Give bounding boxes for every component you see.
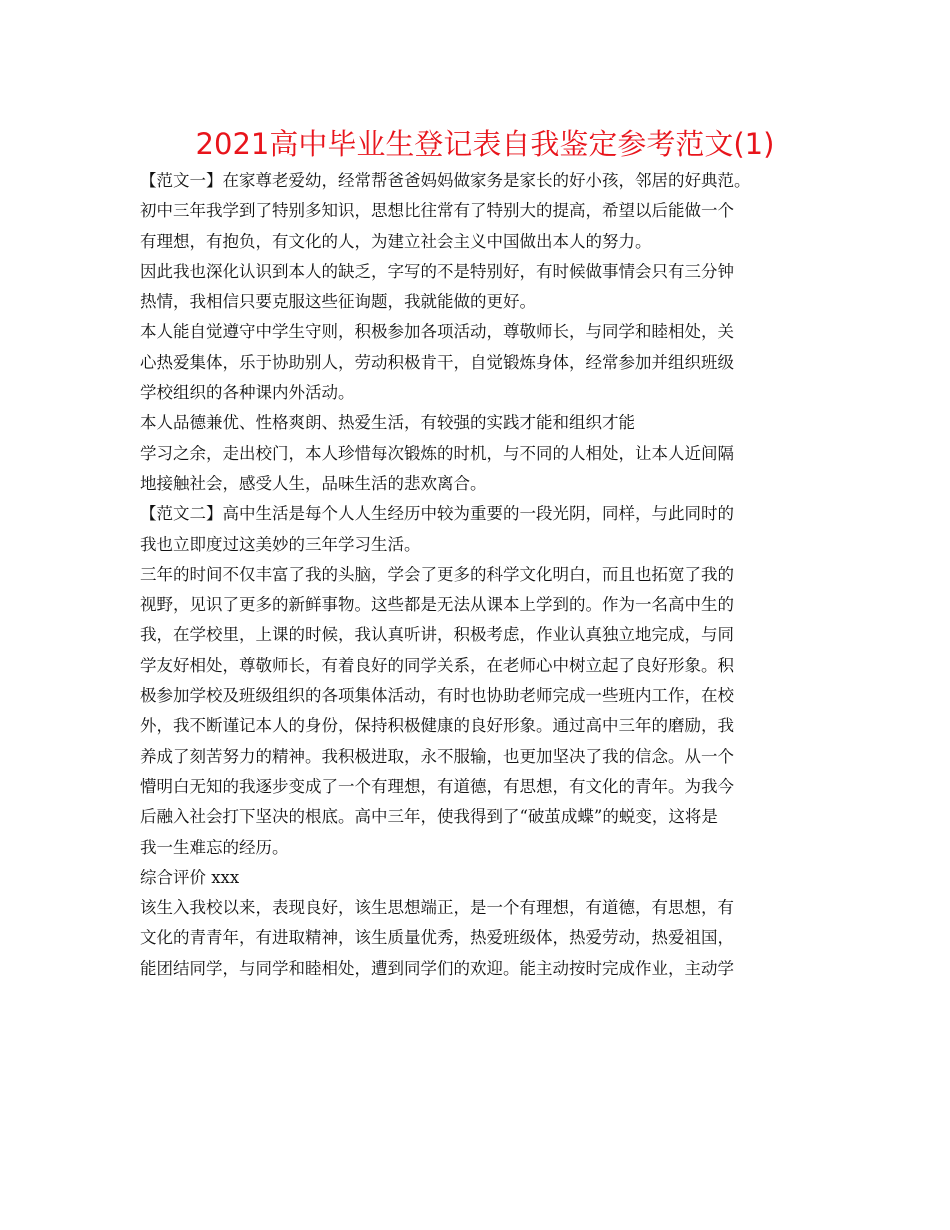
text-line: 三年的时间不仅丰富了我的头脑，学会了更多的科学文化明白，而且也拓宽了我的 bbox=[140, 564, 734, 584]
text-line: 我，在学校里，上课的时候，我认真听讲，积极考虑，作业认真独立地完成，与同 bbox=[140, 625, 734, 645]
text-line: 【范文二】高中生活是每个人人生经历中较为重要的一段光阴，同样，与此同时的 bbox=[140, 504, 734, 524]
text-line: 后融入社会打下坚决的根底。高中三年，使我得到了“破茧成蝶”的蜕变，这将是 bbox=[140, 807, 718, 827]
document-body bbox=[140, 166, 830, 984]
text-line: 本人能自觉遵守中学生守则，积极参加各项活动，尊敬师长，与同学和睦相处，关 bbox=[140, 322, 734, 342]
text-line: 能团结同学，与同学和睦相处，遭到同学们的欢迎。能主动按时完成作业，主动学 bbox=[140, 958, 734, 978]
text-line: 该生入我校以来，表现良好，该生思想端正，是一个有理想，有道德，有思想，有 bbox=[140, 898, 734, 918]
section-heading: 综合评价 xxx bbox=[140, 867, 240, 887]
text-line: 学校组织的各种课内外活动。 bbox=[140, 383, 355, 403]
text-line: 【范文一】在家尊老爱幼，经常帮爸爸妈妈做家务是家长的好小孩，邻居的好典范。 bbox=[140, 171, 751, 190]
text-line: 本人品德兼优、性格爽朗、热爱生活，有较强的实践才能和组织才能 bbox=[140, 413, 635, 433]
text-line: 地接触社会，感受人生，品味生活的悲欢离合。 bbox=[140, 473, 487, 493]
text-line: 有理想，有抱负，有文化的人，为建立社会主义中国做出本人的努力。 bbox=[140, 231, 652, 251]
document-title: 2021高中毕业生登记表自我鉴定参考范文(1) bbox=[195, 127, 775, 161]
text-line: 心热爱集体，乐于协助别人，劳动积极肯干，自觉锻炼身体，经常参加并组织班级 bbox=[140, 352, 734, 372]
text-line: 我也立即度过这美妙的三年学习生活。 bbox=[140, 534, 421, 554]
text-line: 我一生难忘的经历。 bbox=[140, 837, 289, 857]
text-line: 热情，我相信只要克服这些征询题，我就能做的更好。 bbox=[140, 292, 536, 312]
text-line: 懵明白无知的我逐步变成了一个有理想，有道德，有思想，有文化的青年。为我今 bbox=[140, 776, 734, 796]
text-line: 极参加学校及班级组织的各项集体活动，有时也协助老师完成一些班内工作，在校 bbox=[140, 686, 734, 706]
text-line: 初中三年我学到了特别多知识，思想比往常有了特别大的提高，希望以后能做一个 bbox=[140, 201, 734, 221]
text-line: 学友好相处，尊敬师长，有着良好的同学关系，在老师心中树立起了良好形象。积 bbox=[140, 655, 734, 675]
text-line: 因此我也深化认识到本人的缺乏，字写的不是特别好，有时候做事情会只有三分钟 bbox=[140, 261, 734, 281]
text-line: 视野，见识了更多的新鲜事物。这些都是无法从课本上学到的。作为一名高中生的 bbox=[140, 595, 734, 615]
text-line: 养成了刻苦努力的精神。我积极进取，永不服输，也更加坚决了我的信念。从一个 bbox=[140, 746, 734, 766]
text-line: 外，我不断谨记本人的身份，保持积极健康的良好形象。通过高中三年的磨励，我 bbox=[140, 716, 734, 736]
text-line: 学习之余，走出校门，本人珍惜每次锻炼的时机，与不同的人相处，让本人近间隔 bbox=[140, 443, 734, 463]
document-page bbox=[140, 124, 830, 984]
text-line: 文化的青青年，有进取精神，该生质量优秀，热爱班级体，热爱劳动，热爱祖国， bbox=[140, 928, 734, 948]
